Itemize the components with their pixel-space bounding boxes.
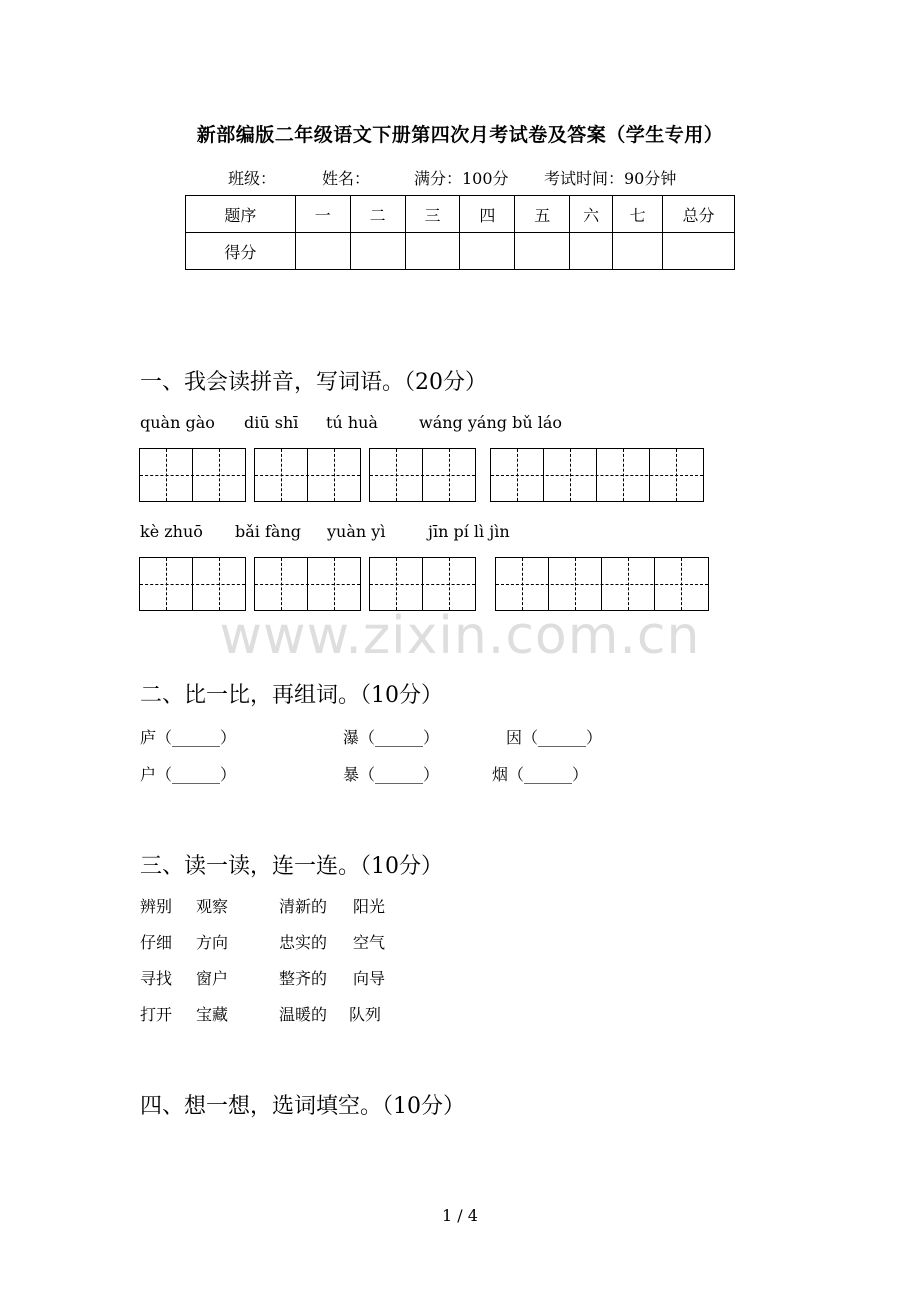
writing-box-2[interactable]	[369, 557, 476, 611]
pinyin-label: jīn pí lì jìn	[428, 522, 510, 541]
score-cell[interactable]	[350, 233, 405, 270]
writing-box-2[interactable]	[139, 448, 246, 502]
writing-box-4[interactable]	[495, 557, 709, 611]
writing-box-2[interactable]	[369, 448, 476, 502]
pinyin-label: wáng yáng bǔ láo	[419, 413, 562, 432]
writing-box-2[interactable]	[254, 557, 361, 611]
score-cell[interactable]	[663, 233, 735, 270]
page-title: 新部编版二年级语文下册第四次月考试卷及答案（学生专用）	[196, 124, 724, 146]
class-label: 班级：	[228, 169, 277, 188]
page-number: 1 / 4	[442, 1206, 478, 1225]
match-word[interactable]: 宝藏	[196, 1005, 229, 1024]
word-blank[interactable]: 因（______）	[506, 728, 603, 747]
score-table-header-cell: 一	[295, 196, 350, 233]
score-table-header-cell: 六	[570, 196, 613, 233]
pinyin-label: bǎi fàng	[235, 522, 301, 541]
match-word[interactable]: 观察	[196, 897, 229, 916]
section-3-heading: 三、读一读，连一连。（10分）	[140, 854, 443, 879]
score-cell[interactable]	[405, 233, 460, 270]
score-table-header-cell: 二	[350, 196, 405, 233]
word-blank[interactable]: 烟（______）	[492, 765, 589, 784]
exam-time: 考试时间：90分钟	[544, 169, 677, 188]
score-table-header-cell: 三	[405, 196, 460, 233]
match-word[interactable]: 整齐的	[279, 969, 328, 988]
match-word[interactable]: 向导	[353, 969, 386, 988]
name-label: 姓名：	[322, 169, 371, 188]
pinyin-label: tú huà	[326, 413, 378, 432]
match-word[interactable]: 忠实的	[279, 933, 328, 952]
match-word[interactable]: 队列	[349, 1005, 382, 1024]
score-table-header-cell: 七	[613, 196, 663, 233]
match-word[interactable]: 窗户	[196, 969, 229, 988]
score-cell[interactable]	[570, 233, 613, 270]
section-2-heading: 二、比一比，再组词。（10分）	[140, 683, 443, 708]
score-cell[interactable]	[295, 233, 350, 270]
score-table-score-row	[186, 233, 735, 270]
score-table-header-cell: 四	[460, 196, 515, 233]
pinyin-label: kè zhuō	[140, 522, 203, 541]
writing-box-4[interactable]	[490, 448, 704, 502]
section-4-heading: 四、想一想，选词填空。（10分）	[140, 1094, 465, 1119]
section-1-heading: 一、我会读拼音，写词语。（20分）	[140, 370, 487, 395]
word-blank[interactable]: 暴（______）	[343, 765, 440, 784]
score-cell[interactable]	[613, 233, 663, 270]
writing-box-2[interactable]	[139, 557, 246, 611]
match-word[interactable]: 温暖的	[279, 1005, 328, 1024]
match-word[interactable]: 空气	[353, 933, 386, 952]
match-word[interactable]: 阳光	[353, 897, 386, 916]
match-word[interactable]: 辨别	[140, 897, 173, 916]
score-row-label: 得分	[186, 233, 296, 270]
full-score: 满分：100分	[414, 169, 509, 188]
match-word[interactable]: 打开	[140, 1005, 173, 1024]
word-blank[interactable]: 户（______）	[140, 765, 237, 784]
match-word[interactable]: 寻找	[140, 969, 173, 988]
score-table-header-cell: 总分	[663, 196, 735, 233]
watermark: www.zixin.com.cn	[219, 606, 701, 666]
score-table	[185, 195, 735, 270]
match-word[interactable]: 仔细	[140, 933, 173, 952]
pinyin-label: diū shī	[244, 413, 299, 432]
pinyin-label: quàn gào	[140, 413, 215, 432]
match-word[interactable]: 清新的	[279, 897, 328, 916]
score-table-header-row	[186, 196, 735, 233]
score-cell[interactable]	[460, 233, 515, 270]
writing-box-2[interactable]	[254, 448, 361, 502]
score-table-header-cell: 五	[515, 196, 570, 233]
word-blank[interactable]: 瀑（______）	[343, 728, 440, 747]
word-blank[interactable]: 庐（______）	[140, 728, 237, 747]
pinyin-label: yuàn yì	[327, 522, 386, 541]
match-word[interactable]: 方向	[196, 933, 229, 952]
score-cell[interactable]	[515, 233, 570, 270]
score-table-header-cell: 题序	[186, 196, 296, 233]
